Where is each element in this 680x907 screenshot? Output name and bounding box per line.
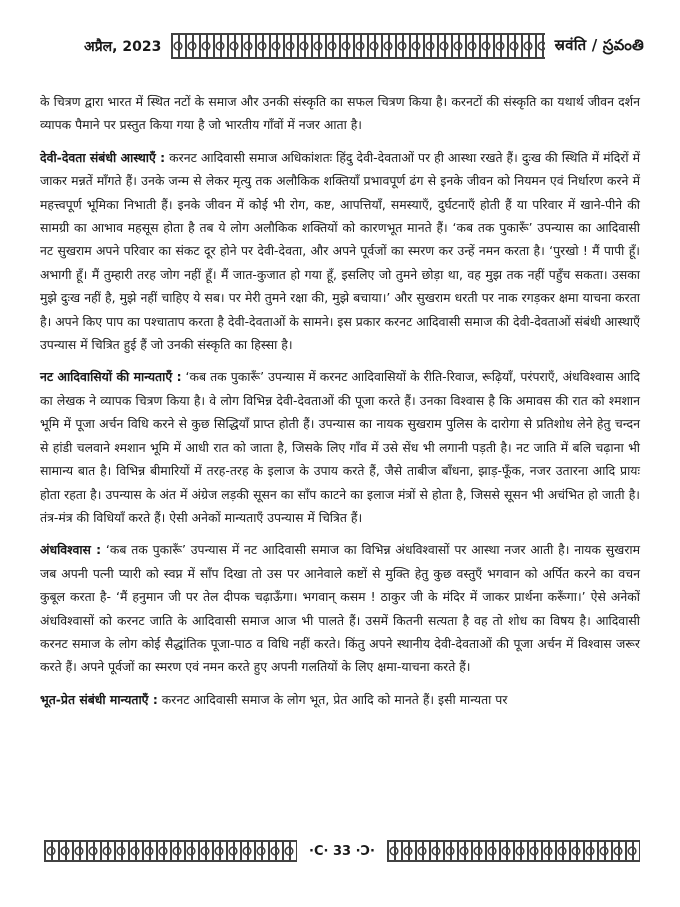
page-header [40, 32, 644, 60]
article-body [40, 90, 640, 720]
journal-title: स्रवंति / స్రవంతి [554, 35, 644, 54]
paragraph-text: ‘कब तक पुकारूँ’ उपन्यास में करनट आदिवासियों के रीति-रिवाज, रूढ़ियाँ, परंपराएँ, अंधविश्वास आदि का लेखक ने व्यापक चित्रण किया है। वे लोग विभिन्न देवी-देवताओं की पूजा करते हैं। उनका विश्वास है कि अमावस की रात को श्मशान भूमि में पूजा अर्चन विधि करने से कुछ सिद्धियाँ प्राप्त होती हैं। उपन्यास का नायक सुखराम पुलिस के दारोगा से प्रतिशोध लेने हेतु चन्दन से हांडी चलवाने श्मशान भूमि में आधी रात को जाता है, जिसके लिए गाँव में उसे सेंध भी लगानी पड़ती है। नट जाति में बलि चढ़ाना भी सामान्य बात है। विभिन्न बीमारियों में तरह-तरह के इलाज के उपाय करते हैं, जैसे ताबीज बाँधना, झाड़-फूँक, नजर उतारना आदि प्रायः होता रहता है। उपन्यास के अंत में अंग्रेज लड़की सूसन का साँप काटने का इलाज मंत्रों से होता है, जिससे सूसन भी अचंभित हो जाती है। तंत्र-मंत्र की विधियाँ करते हैं। ऐसी अनेकों मान्यताएँ उपन्यास में चित्रित हैं। [40, 369, 640, 525]
paragraph-text: ‘कब तक पुकारूँ’ उपन्यास में नट आदिवासी समाज का विभिन्न अंधविश्वासों पर आस्था नजर आती है। नायक सुखराम जब अपनी पत्नी प्यारी को स्वप्न में साँप दिखा तो उस पर आनेवाले कष्टों से मुक्ति हेतु कुछ वस्तुएँ भगवान को अर्पित करने का वचन कुबूल करता है- ‘मैं हनुमान जी पर तेल दीपक चढ़ाऊँगा। भगवान् कसम ! ठाकुर जी के मंदिर में जाकर प्रार्थना करूँगा।’ ऐसे अनेकों अंधविश्वासों को करनट जाति के आदिवासी समाज आज भी पालते हैं। उसमें कितनी सत्यता है वह तो शोध का विषय है। आदिवासी करनट समाज के लोग कोई सैद्धांतिक पूजा-पाठ व विधि नहीं करते। किंतु अपने स्थानीय देवी-देवताओं की पूजा अर्चन में विश्वास जरूर करते हैं। अपने पूर्वजों का स्मरण एवं नमन करते हुए अपनी गलतियों के लिए क्षमा-याचना करते हैं। [40, 542, 640, 675]
paragraph-heading: अंधविश्वास : [40, 542, 102, 558]
paragraph-heading: देवी-देवता संबंधी आस्थाएँ : [40, 149, 166, 165]
footer-ornament-left [44, 840, 297, 862]
paragraph-intro [40, 90, 640, 137]
page-number-value: 33 [332, 843, 352, 859]
header-ornament-border [171, 33, 544, 59]
paragraph-text: करनट आदिवासी समाज अधिकांशतः हिंदु देवी-देवताओं पर ही आस्था रखते हैं। दुःख की स्थिति में मंदिरों में जाकर मन्नतें माँगते हैं। उनके जन्म से लेकर मृत्यु तक अलौकिक शक्तियाँ प्रभावपूर्ण ढंग से इनके जीवन को नियमन एवं निर्धारण करने में महत्त्वपूर्ण भूमिका निभाती हैं। इनके जीवन में कोई भी रोग, कष्ट, आपत्तियाँ, समस्याएँ, दुर्घटनाएँ होती हैं या परिवार में खाने-पीने की सामग्री का आभाव महसूस होता है तब ये लोग अलौकिक शक्तियों को कारणभूत मानते हैं। ‘कब तक पुकारूँ’ उपन्यास का आदिवासी नट सुखराम अपने परिवार का संकट दूर होने पर देवी-देवता, और अपने पूर्वजों का स्मरण कर उन्हें नमन करता है। ‘पुरखो ! मैं पापी हूँ। अभागी हूँ। मैं तुम्हारी तरह जोग नहीं हूँ। मैं जात-कुजात हो गया हूँ, इसलिए जो तुमने छोड़ा था, वह मुझ तक नहीं पहुँच सकता। उसका मुझे दुःख नहीं है, मुझे नहीं चाहिए ये सब। पर मेरी तुमने रक्षा की, मुझे बचाया।’ और सुखराम धरती पर नाक रगड़कर क्षमा याचना करता है। अपने किए पाप का पश्चाताप करता है देवी-देवताओं के सामने। इस प्रकार करनट आदिवासी समाज की देवी-देवताओं संबंधी आस्थाएँ उपन्यास में चित्रित हुई हैं जो उनकी संस्कृति का हिस्सा है। [40, 149, 640, 353]
issue-date: अप्रैल, 2023 [84, 38, 162, 55]
paragraph-superstition [40, 538, 640, 678]
paragraph-nat-beliefs [40, 365, 640, 529]
paragraph-text: करनट आदिवासी समाज के लोग भूत, प्रेत आदि को मानते हैं। इसी मान्यता पर [157, 691, 508, 707]
page-footer [40, 838, 644, 864]
footer-ornament-right [387, 840, 640, 862]
paragraph-heading: नट आदिवासियों की मान्यताएँ : [40, 369, 182, 385]
paragraph-heading: भूत-प्रेत संबंधी मान्यताएँ : [40, 691, 158, 707]
paragraph-ghost-beliefs [40, 688, 640, 711]
page-number: ·C· 33 ·Ɔ· [309, 843, 375, 859]
paragraph-deity-beliefs [40, 146, 640, 357]
paragraph-text: के चित्रण द्वारा भारत में स्थित नटों के समाज और उनकी संस्कृति का सफल चित्रण किया है। करनटों की संस्कृति का यथार्थ जीवन दर्शन व्यापक पैमाने पर प्रस्तुत किया गया है जो भारतीय गाँवों में नजर आता है। [40, 94, 640, 133]
